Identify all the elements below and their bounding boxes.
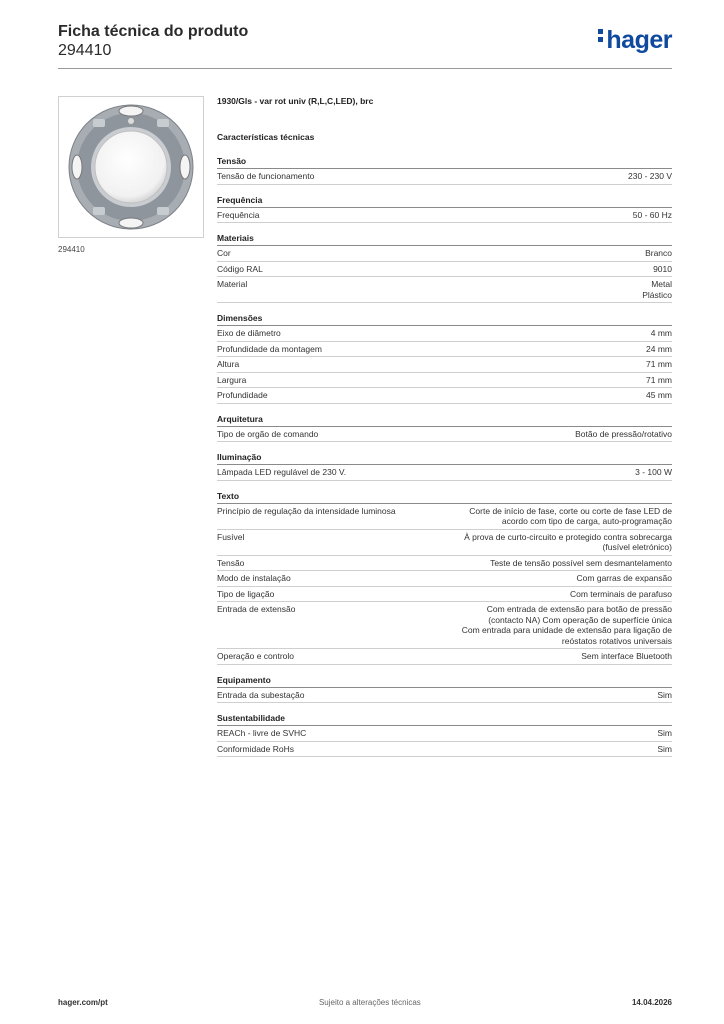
spec-value: 71 mm <box>646 374 672 385</box>
hager-logo <box>598 26 672 55</box>
product-image <box>58 96 204 238</box>
header-divider <box>58 68 672 69</box>
spec-label: Frequência <box>217 209 260 220</box>
spec-value: 230 - 230 V <box>628 171 672 181</box>
spec-value: 45 mm <box>646 390 672 400</box>
spec-value: Corte de início de fase, corte ou corte de fase LED de acordo com tipo de carga, auto-programação <box>469 505 672 526</box>
page-header <box>58 22 672 68</box>
spec-value: Com garras de expansão <box>576 573 672 583</box>
spec-label: Lâmpada LED regulável de 230 V. <box>217 467 347 477</box>
spec-value: À prova de curto-circuito e protegido contra sobrecarga (fusível eletrónico) <box>464 531 672 552</box>
spec-value: Com entrada de extensão para botão de pressão (contacto NA) Com operação de superfície única Com entrada para unidade de extensão para ligação de reóstatos rotativos universais <box>461 604 672 646</box>
spec-value: 50 - 60 Hz <box>632 209 672 220</box>
spec-label: Operação e controlo <box>217 651 295 661</box>
section-equipamento <box>217 675 672 704</box>
spec-row <box>217 587 672 603</box>
spec-value: Metal Plástico <box>642 279 672 300</box>
image-caption: 294410 <box>58 245 85 254</box>
spec-row <box>217 556 672 572</box>
spec-label: Largura <box>217 374 247 385</box>
spec-row <box>217 208 672 224</box>
spec-label: Profundidade <box>217 390 268 400</box>
section-title: Iluminação <box>217 452 672 465</box>
product-name: 1930/Gls - var rot univ (R,L,C,LED), brc <box>217 96 374 106</box>
spec-row <box>217 262 672 278</box>
spec-content <box>217 96 672 767</box>
page-title: Ficha técnica do produto <box>58 23 249 40</box>
spec-value: Sem interface Bluetooth <box>581 651 672 661</box>
spec-value: Sim <box>657 728 672 738</box>
section-title: Dimensões <box>217 313 672 326</box>
section-dimensoes <box>217 313 672 404</box>
logo-dots-icon <box>598 26 603 45</box>
spec-value: 9010 <box>653 263 672 274</box>
spec-label: Modo de instalação <box>217 573 291 583</box>
spec-label: Conformidade RoHs <box>217 743 295 754</box>
spec-row <box>217 427 672 443</box>
spec-label: Cor <box>217 248 231 258</box>
spec-label: Material <box>217 279 248 289</box>
spec-row <box>217 342 672 358</box>
section-frequencia <box>217 195 672 224</box>
spec-label: Entrada de extensão <box>217 604 296 614</box>
section-title: Equipamento <box>217 675 672 688</box>
dimmer-illustration <box>59 97 203 237</box>
section-title: Arquitetura <box>217 414 672 427</box>
spec-value: 71 mm <box>646 359 672 369</box>
spec-row <box>217 530 672 556</box>
spec-row <box>217 726 672 742</box>
spec-label: Tensão <box>217 557 245 568</box>
logo-text: hager <box>606 26 672 54</box>
product-number: 294410 <box>58 42 112 59</box>
spec-label: Fusível <box>217 531 245 542</box>
section-arquitetura <box>217 414 672 443</box>
spec-row <box>217 277 672 303</box>
section-title: Texto <box>217 491 672 504</box>
spec-label: Altura <box>217 359 240 369</box>
spec-value: Teste de tensão possível sem desmantelamento <box>490 557 672 568</box>
section-tensao <box>217 156 672 185</box>
spec-row <box>217 388 672 404</box>
footer-date: 14.04.2026 <box>631 998 672 1007</box>
section-materiais <box>217 233 672 303</box>
spec-row <box>217 465 672 481</box>
spec-label: Entrada da subestação <box>217 689 305 700</box>
spec-value: Branco <box>645 248 672 258</box>
spec-label: Princípio de regulação da intensidade luminosa <box>217 505 396 516</box>
section-title: Tensão <box>217 156 672 169</box>
spec-row <box>217 373 672 389</box>
section-texto <box>217 491 672 665</box>
spec-label: Tipo de ligação <box>217 588 275 599</box>
section-sustentabilidade <box>217 713 672 757</box>
section-iluminacao <box>217 452 672 481</box>
footer-website: hager.com/pt <box>58 998 108 1007</box>
spec-row <box>217 326 672 342</box>
spec-value: Com terminais de parafuso <box>569 588 672 599</box>
spec-value: Botão de pressão/rotativo <box>575 428 672 439</box>
spec-label: REACh - livre de SVHC <box>217 728 307 738</box>
spec-row <box>217 246 672 262</box>
spec-row <box>217 571 672 587</box>
spec-label: Código RAL <box>217 263 263 274</box>
section-title: Materiais <box>217 233 672 246</box>
spec-row <box>217 357 672 373</box>
spec-value: 3 - 100 W <box>635 467 672 477</box>
spec-value: Sim <box>657 743 672 754</box>
spec-row <box>217 169 672 185</box>
spec-label: Eixo de diâmetro <box>217 328 281 338</box>
spec-label: Tensão de funcionamento <box>217 171 315 181</box>
page-footer <box>58 998 672 1007</box>
spec-label: Tipo de orgão de comando <box>217 428 319 439</box>
section-title: Sustentabilidade <box>217 713 672 726</box>
spec-value: Sim <box>657 689 672 700</box>
spec-row <box>217 504 672 530</box>
spec-label: Profundidade da montagem <box>217 343 322 354</box>
spec-row <box>217 649 672 665</box>
spec-row <box>217 742 672 758</box>
spec-value: 24 mm <box>646 343 672 354</box>
section-title: Frequência <box>217 195 672 208</box>
spec-row <box>217 602 672 649</box>
spec-row <box>217 688 672 704</box>
spec-value: 4 mm <box>650 328 672 338</box>
tech-characteristics-title: Características técnicas <box>217 132 315 142</box>
footer-note: Sujeito a alterações técnicas <box>318 998 421 1007</box>
